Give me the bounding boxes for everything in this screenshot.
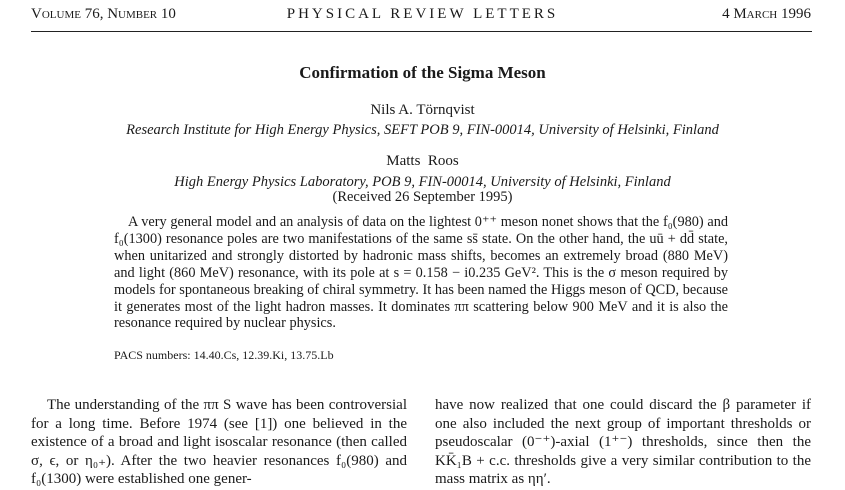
- body-right-column: have now realized that one could discard the β parameter if one also included the next group of important thresholds or pseudoscalar (0⁻⁺)-axial (1⁺⁻) thresholds, since then the KK̄₁B + c.c. thresholds give a very similar contribution to the mass matrix as ηη′.: [435, 397, 811, 488]
- author-2-affiliation: High Energy Physics Laboratory, POB 9, FIN-00014, University of Helsinki, Finland: [174, 174, 671, 190]
- author-1-name: Nils A. Törnqvist: [370, 102, 475, 118]
- paper-title: Confirmation of the Sigma Meson: [299, 63, 546, 82]
- header-volume: Volume 76, Number 10: [31, 6, 176, 22]
- header-journal: PHYSICAL REVIEW LETTERS: [286, 6, 559, 22]
- header-rule: [31, 31, 812, 32]
- author-2-name: Matts Roos: [386, 153, 459, 169]
- header-date: 4 March 1996: [722, 6, 811, 22]
- pacs-numbers: PACS numbers: 14.40.Cs, 12.39.Ki, 13.75.Lb: [114, 348, 334, 362]
- received-date: (Received 26 September 1995): [332, 189, 513, 205]
- body-left-column: The understanding of the ππ S wave has been controversial for a long time. Before 1974 (see [1]) one believed in the existence of a broad and light isoscalar resonance (then called σ, ϵ, or η₀₊). After the two heavier resonances f₀(980) and f₀(1300) were established one gener-: [31, 397, 407, 488]
- author-1-affiliation: Research Institute for High Energy Physics, SEFT POB 9, FIN-00014, University of Helsinki, Finland: [126, 122, 719, 138]
- abstract: A very general model and an analysis of data on the lightest 0⁺⁺ meson nonet shows that the f₀(980) and f₀(1300) resonance poles are two manifestations of the same ss̄ state. On the other hand, the uū + dd̄ state, when unitarized and strongly distorted by hadronic mass shifts, becomes an extremely broad (880 MeV) and light (860 MeV) resonance, with its pole at s = 0.158 − i0.235 GeV². This is the σ meson required by models for spontaneous breaking of chiral symmetry. It has been named the Higgs meson of QCD, because it generates most of the light hadron masses. It dominates ππ scattering below 900 MeV and it is also the resonance required by nuclear physics.: [114, 214, 728, 332]
